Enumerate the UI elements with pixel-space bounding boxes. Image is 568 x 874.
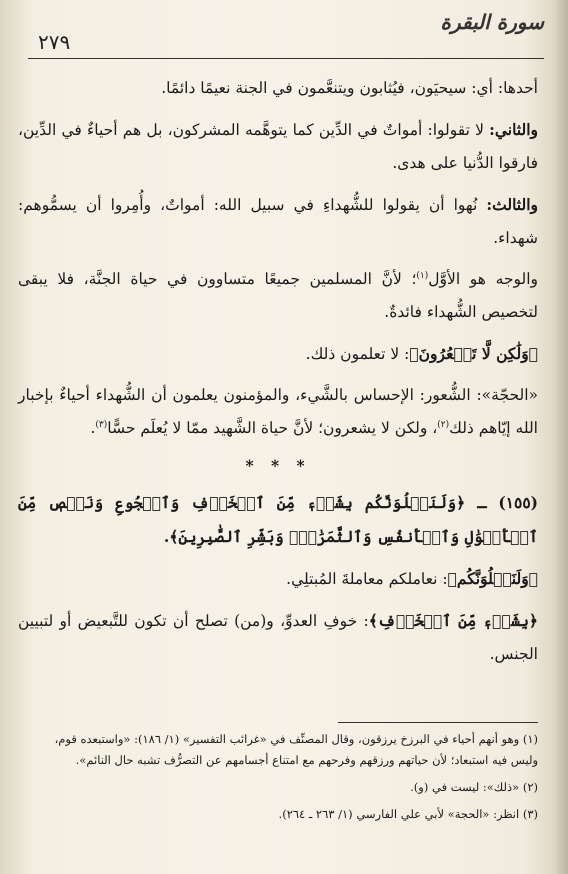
paragraph-quran-phrase <box>18 337 538 371</box>
page-number: ٢٧٩ <box>38 30 71 54</box>
paragraph-text: ؛ لأنَّ المسلمين جميعًا متساوون في حياة الجنَّة، فلا يبقى لتخصيص الشُّهداء فائدةٌ. <box>18 270 538 321</box>
page-edge-shadow <box>554 0 568 874</box>
paragraph-text: : لا تعلمون ذلك. <box>305 345 410 363</box>
footnote-marker: (٢) <box>437 419 450 430</box>
paragraph-text: . <box>90 419 96 437</box>
paragraph-verse-155 <box>18 486 538 554</box>
main-text <box>18 72 538 671</box>
verse-number: (١٥٥) ـ <box>477 493 538 512</box>
quran-quote: ﴿وَلَٰكِن لَّا تَشۡعُرُونَ﴾ <box>409 344 538 363</box>
page-header <box>28 8 544 56</box>
paragraph-text: «الحجّة»: الشُّعور: الإحساس بالشَّيء، والمؤمنون يعلمون أن الشُّهداء أحياءٌ بإخبار الله إيّاهم ذلك <box>18 386 538 437</box>
footnote-1 <box>18 729 538 750</box>
paragraph-explanation-fear <box>18 604 538 671</box>
quran-quote: ﴿وَلَنَبۡلُوَنَّكُم بِشَيۡءٖ مِّنَ ٱلۡخَوۡفِ وَٱلۡجُوعِ وَنَقۡصٖ مِّنَ ٱلۡأَمۡوَٰلِ وَٱلۡأَنفُسِ وَٱلثَّمَرَٰتِۗ وَبَشِّرِ ٱلصَّٰبِرِينَ﴾. <box>18 493 538 546</box>
paragraph-text: نُهوا أن يقولوا للشُّهداءِ في سبيل الله: أمواتٌ، وأُمِروا أن يسمُّوهم: شهداء. <box>18 196 538 247</box>
paragraph-text: : خوفِ العدوِّ، و(من) تصلح أن تكون للتَّبعيض أو لتبيين الجنس. <box>18 612 538 663</box>
footnote-text: (١) وهو أنهم أحياء في البرزخ يرزقون، وقال المصنِّف في «غرائب التفسير» (١/ ١٨٦): «واستبعده قوم، <box>54 732 538 746</box>
paragraph-second-opinion <box>18 113 538 180</box>
surah-title: سورة البقرة <box>440 10 544 34</box>
quran-quote: ﴿بِشَيۡءٖ مِّنَ ٱلۡخَوۡفِ﴾ <box>368 611 538 630</box>
section-divider: * * * <box>245 456 311 475</box>
footnote-text: وليس فيه استبعاد؛ لأن حياتهم ورزقهم وفرحهم مع امتناع أجسامهم عن التصرُّف تشبه حال النائم». <box>75 753 538 767</box>
paragraph-hujja-citation <box>18 379 538 445</box>
header-rule <box>28 58 544 59</box>
footnote-marker: (١) <box>416 270 429 281</box>
paragraph-label: والثاني: <box>489 120 538 139</box>
footnote-2 <box>18 777 538 798</box>
paragraph-first-opinion <box>18 72 538 105</box>
paragraph-text: لا تقولوا: أمواتٌ في الدِّين كما يتوهَّمه المشركون، بل هم أحياءٌ في الدِّين، فارقوا الدُّنيا على هدى. <box>18 121 538 172</box>
paragraph-text: : نعاملكم معاملةَ المُبتلِي. <box>286 570 448 588</box>
quran-quote: ﴿وَلَنَبۡلُوَنَّكُم﴾ <box>447 569 538 588</box>
paragraph-third-opinion <box>18 188 538 255</box>
paragraph-explanation-test <box>18 562 538 596</box>
paragraph-text: أحدها: أي: سيحيَون، فيُثابون ويتنعَّمون في الجنة نعيمًا دائمًا. <box>161 79 538 97</box>
paragraph-label: والثالث: <box>486 195 538 214</box>
footnote-3 <box>18 804 538 825</box>
footnote-text: (٢) «ذلك»: ليست في (و). <box>410 780 538 794</box>
footnote-rule <box>338 722 538 723</box>
footnote-text: (٣) انظر: «الحجة» لأبي علي الفارسي (١/ ٢٦٣ ـ ٢٦٤). <box>278 807 538 821</box>
footnote-marker: (٣) <box>95 419 108 430</box>
paragraph-preferred-view <box>18 263 538 329</box>
footnotes-section <box>18 722 538 825</box>
paragraph-text: ، ولكن لا يشعرون؛ لأنَّ حياة الشَّهيد ممّا لا يُعلَم حسًّا <box>107 419 438 437</box>
footnote-1-continued <box>18 750 538 771</box>
paragraph-text: والوجه هو الأوَّل <box>428 270 538 288</box>
